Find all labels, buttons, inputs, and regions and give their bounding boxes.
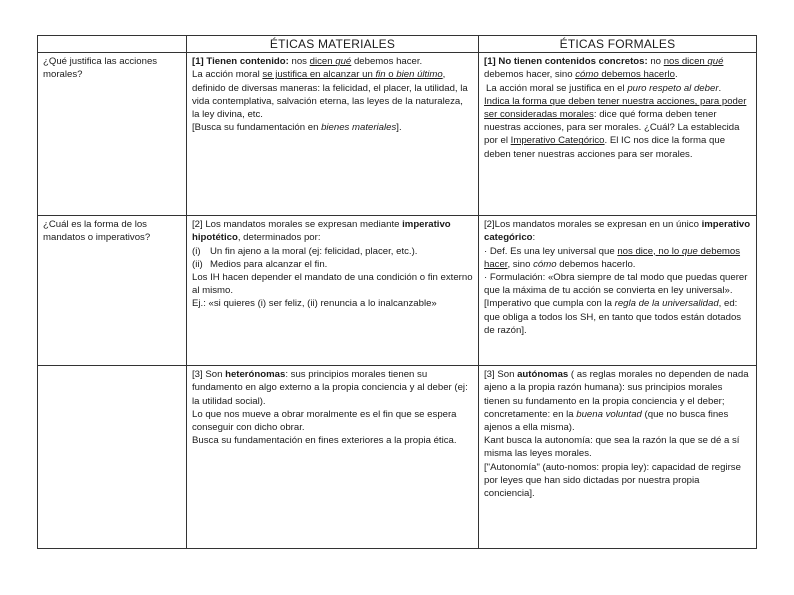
cell-material-justification (187, 53, 479, 216)
formal-2-def: · Def. Es una ley universal que nos dice, no lo que debemos hacer, sino cómo debemos hacerlo. (484, 245, 741, 270)
material-2-item-1: (i) Un fin ajeno a la moral (ej: felicidad, placer, etc.). (192, 245, 418, 257)
material-2-intro: [2] Los mandatos morales se expresan mediante imperativo hipotético, determinados por: (192, 219, 451, 244)
formal-3-kant: Kant busca la autonomía: que sea la razón la que se dé a sí misma las leyes morales. (484, 435, 740, 460)
material-2-item-2: (ii) Medios para alcanzar el fin. (192, 258, 328, 270)
ethics-comparison-table (37, 35, 757, 549)
row-justification (38, 53, 757, 216)
material-1-line1: [1] Tienen contenido: nos dicen qué debemos hacer. (192, 56, 423, 68)
question-imperatives: ¿Cuál es la forma de los mandatos o imperativos? (38, 216, 187, 366)
formal-1-line1: [1] No tienen contenidos concretos: no nos dicen qué debemos hacer, sino cómo debemos hacerlo. (484, 56, 724, 81)
cell-formal-justification (479, 53, 757, 216)
formal-2-intro: [2]Los mandatos morales se expresan en un único imperativo categórico: (484, 219, 751, 244)
row-imperatives (38, 216, 757, 366)
material-3-motive: Lo que nos mueve a obrar moralmente es el fin que se espera conseguir con dicho obrar. (192, 408, 457, 434)
material-2-ih: Los IH hacen depender el mandato de una condición o fin externo al mismo. (192, 272, 473, 297)
formal-2-formulation: · Formulación: «Obra siempre de tal modo que puedas querer que la máxima de tu acción se convierta en ley universal». [Imperativo que cumpla con la regla de la universalidad, ed: que obliga a todos los SH, en tanto que todos están dotados de razón]. (484, 272, 748, 336)
formal-1-body: Indica la forma que deben tener nuestra acciones, para poder ser consideradas morales: dice qué forma deben tener nuestras acciones, para ser morales. ¿Cuál? La establecida por el Imperativo Categórico. El IC nos dice la forma que deben tener nuestras acciones para ser morales. (484, 95, 747, 160)
question-autonomy-empty (38, 366, 187, 549)
material-1-foundation: [Busca su fundamentación en bienes materiales]. (192, 122, 402, 134)
formal-3-intro: [3] Son autónomas ( as reglas morales no dependen de nada ajeno a la propia razón humana): sus principios morales tienen su fundamento en la propia conciencia y el deber; concretamente: en la buena voluntad (que no busca fines ajenos a ella misma). (484, 369, 749, 434)
material-3-intro: [3] Son heterónomas: sus principios morales tienen su fundamento en algo externo a la propia conciencia y al deber (ej: la utilidad social). (192, 369, 468, 407)
material-3-foundation: Busca su fundamentación en fines exteriores a la propia ética. (192, 435, 457, 447)
formal-1-deber: La acción moral se justifica en el puro respeto al deber. (486, 82, 722, 94)
header-row (38, 36, 757, 53)
cell-material-heteronomy (187, 366, 479, 549)
material-2-example: Ej.: «si quieres (i) ser feliz, (ii) renuncia a lo inalcanzable» (192, 298, 437, 310)
header-empty-cell (38, 36, 187, 53)
formal-3-definition: ["Autonomía" (auto-nomos: propia ley): capacidad de regirse por leyes que han sido dictadas por nuestra propia conciencia]. (484, 461, 741, 500)
row-autonomy (38, 366, 757, 549)
question-justification: ¿Qué justifica las acciones morales? (38, 53, 187, 216)
header-eticas-formales: ÉTICAS FORMALES (479, 36, 757, 53)
cell-material-imperatives (187, 216, 479, 366)
header-eticas-materiales: ÉTICAS MATERIALES (187, 36, 479, 53)
cell-formal-imperatives (479, 216, 757, 366)
cell-formal-autonomy (479, 366, 757, 549)
material-1-body: La acción moral se justifica en alcanzar un fin o bien último, definido de diversas maneras: la felicidad, el placer, la utilidad, la vida contemplativa, salvación eterna, las leyes de la naturaleza, la ley divina, etc. (192, 69, 468, 121)
